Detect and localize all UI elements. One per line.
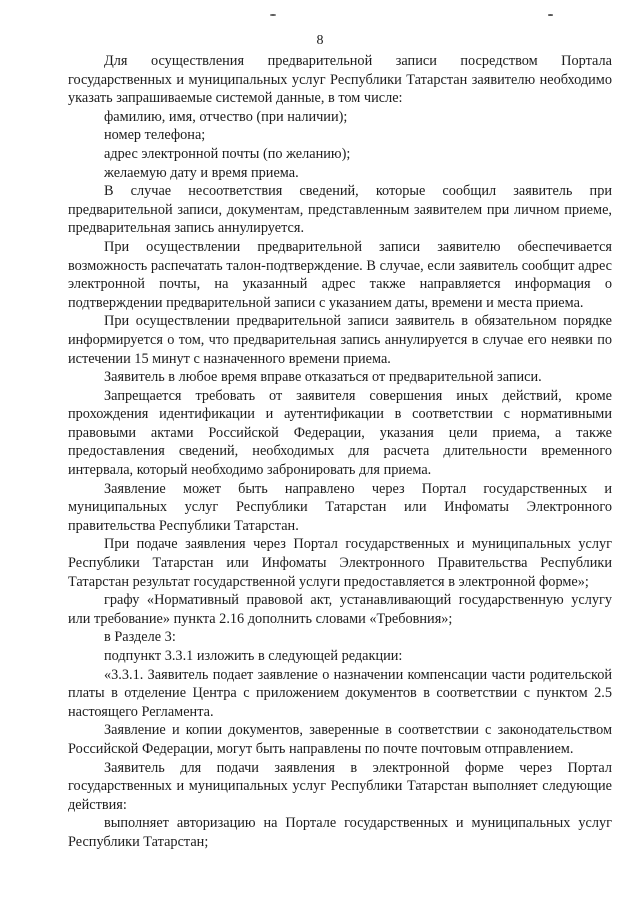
- paragraph: подпункт 3.3.1 изложить в следующей редакции:: [104, 648, 403, 664]
- list-item: фамилию, имя, отчество (при наличии);: [104, 108, 348, 125]
- paragraph: Заявитель в любое время вправе отказаться от предварительной записи.: [104, 369, 542, 386]
- list-item: желаемую дату и время приема.: [104, 164, 299, 181]
- paragraph: Запрещается требовать от заявителя совершения иных действий, кроме прохождения идентификации и аутентификации в соответствии с нормативными правовыми актами Российской Федерации, указания цели приема, а также предоставления сведений, необходимых для расчета длительности временного интервала, который необходимо забронировать для приема.: [68, 387, 612, 479]
- document-body: [68, 52, 612, 852]
- paragraph: графу «Нормативный правовой акт, устанавливающий государственную услугу или требование» пункта 2.16 дополнить словами «Требовния»;: [68, 592, 612, 627]
- paragraph: При осуществлении предварительной записи заявитель в обязательном порядке информируется о том, что предварительная запись аннулируется в случае его неявки по истечении 15 минут с назначенного времени приема.: [68, 313, 612, 367]
- scan-speck: [270, 14, 276, 16]
- paragraph: выполняет авторизацию на Портале государственных и муниципальных услуг Республики Татарстан;: [68, 815, 612, 850]
- paragraph: Заявитель для подачи заявления в электронной форме через Портал государственных и муниципальных услуг Республики Татарстан выполняет следующие действия:: [68, 759, 612, 813]
- paragraph: При осуществлении предварительной записи заявителю обеспечивается возможность распечатать талон-подтверждение. В случае, если заявитель сообщит адрес электронной почты, на указанный адрес также направляется информация о подтверждении предварительной записи с указанием даты, времени и места приема.: [68, 238, 612, 311]
- section-heading: в Разделе 3:: [104, 629, 176, 646]
- scan-speck: [548, 14, 553, 16]
- list-item: номер телефона;: [104, 127, 206, 144]
- paragraph: Заявление может быть направлено через Портал государственных и муниципальных услуг Республики Татарстан или Инфоматы Электронного правительства Республики Татарстан.: [68, 480, 612, 534]
- paragraph: При подаче заявления через Портал государственных и муниципальных услуг Республики Татарстан или Инфоматы Электронного Правительства Республики Татарстан результат государственной услуги предоставляется в электронной форме»;: [68, 536, 612, 590]
- paragraph: Для осуществления предварительной записи посредством Портала государственных и муниципальных услуг Республики Татарстан заявителю необходимо указать запрашиваемые системой данные, в том числе:: [68, 53, 612, 107]
- paragraph: В случае несоответствия сведений, которые сообщил заявитель при предварительной записи, документам, представленным заявителем при личном приеме, предварительная запись аннулируется.: [68, 183, 612, 237]
- paragraph: «3.3.1. Заявитель подает заявление о назначении компенсации части родительской платы в отделение Центра с приложением документов в соответствии с пунктом 2.5 настоящего Регламента.: [68, 666, 612, 720]
- list-item: адрес электронной почты (по желанию);: [104, 145, 351, 162]
- page-number: 8: [316, 33, 324, 48]
- paragraph: Заявление и копии документов, заверенные в соответствии с законодательством Российской Федерации, могут быть направлены по почте почтовым отправлением.: [68, 722, 612, 757]
